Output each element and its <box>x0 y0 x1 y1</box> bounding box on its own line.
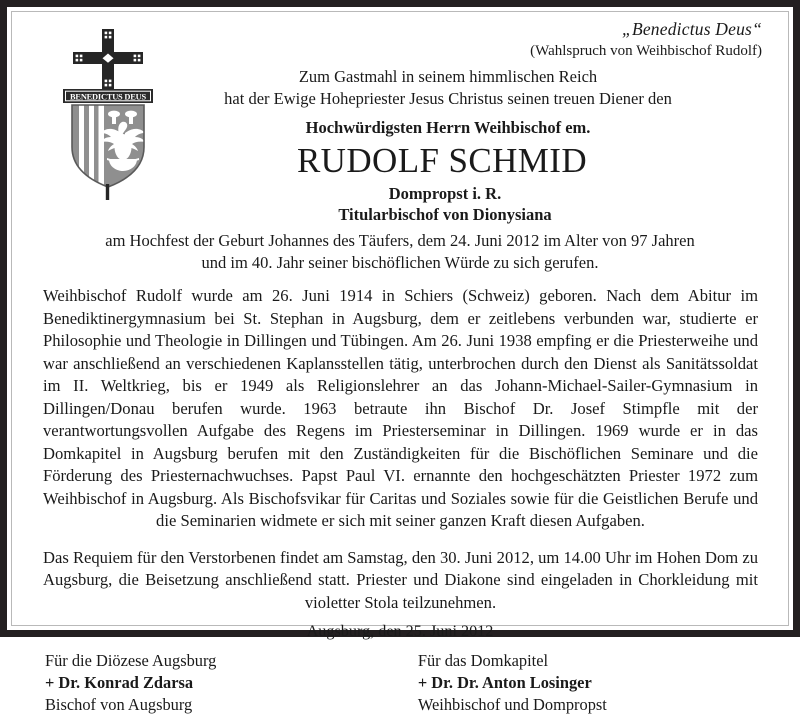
intro-line-2: hat der Ewige Hohepriester Jesus Christus seinen treuen Diener den <box>224 89 672 109</box>
deceased-name: RUDOLF SCHMID <box>296 141 588 181</box>
left-signatory-name: + Dr. Konrad Zdarsa <box>45 673 194 693</box>
notice-content <box>7 7 793 714</box>
biography-paragraph: Weihbischof Rudolf wurde am 26. Juni 1914 in Schiers (Schweiz) geboren. Nach dem Abitur im Benediktinergymnasium bei St. Stephan in Augsburg, dem er zeitlebens verbunden war, studierte er Philosophie und Theologie in Dillingen und Tübingen. Am 26. Juni 1938 empfing er die Priesterweihe und war anschließend an verschiedenen Kaplansstellen tätig, unterbrochen durch den Dienst als Sanitätssoldat im II. Weltkrieg, bis er 1949 als Religionslehrer an das Johann-Michael-Sailer-Gymnasium in Dillingen/Donau berufen wurde. 1963 betraute ihn Bischof Dr. Josef Stimpfle mit der verantwortungsvollen Aufgabe des Regens im Priesterseminar in Dillingen. 1969 wurde er in das Domkapitel in Augsburg berufen mit den Zuständigkeiten für die Bischöflichen Seminare und die Förderung des Priesternachwuchses. Papst Paul VI. ernannte den hochgeschätzten Priester 1972 zum Weihbischof in Augsburg. Als Bischofsvikar für Caritas und Soziales sowie für die Geistlichen Berufe und die Seminarien widmete er sich mit seiner ganzen Kraft diesen Aufgaben. <box>43 286 758 531</box>
coat-of-arms <box>49 29 167 201</box>
signature-block <box>28 650 772 715</box>
right-institution: Für das Domkapitel <box>417 651 549 671</box>
honorific-title: Hochwürdigsten Herrn Weihbischof em. <box>305 117 591 137</box>
left-signatory-title: Bischof von Augsburg <box>45 694 193 714</box>
rank-line-2: Titularbischof von Dionysiana <box>338 204 552 224</box>
right-signatory-title: Weihbischof und Dompropst <box>417 694 607 714</box>
motto-text: „Benedictus Deus“ <box>622 19 762 39</box>
signature-column-right <box>408 650 762 715</box>
left-institution: Für die Diözese Augsburg <box>45 651 217 671</box>
place-and-date: Augsburg, den 25. Juni 2012 <box>306 622 494 641</box>
motto-attribution: (Wahlspruch von Weihbischof Rudolf) <box>530 42 762 59</box>
intro-line-1: Zum Gastmahl in seinem himmlischen Reich <box>298 67 598 87</box>
death-line-2: und im 40. Jahr seiner bischöflichen Würde zu sich gerufen. <box>201 252 599 272</box>
signature-column-left <box>45 650 389 715</box>
svg-text:BENEDICTUS DEUS: BENEDICTUS DEUS <box>70 92 146 102</box>
requiem-paragraph: Das Requiem für den Verstorbenen findet am Samstag, den 30. Juni 2012, um 14.00 Uhr im Hohen Dom zu Augsburg, die Beisetzung anschließend statt. Priester und Diakone sind eingeladen in Chorkleidung mit violetter Stola teilzunehmen. <box>43 547 758 612</box>
death-line-1: am Hochfest der Geburt Johannes des Täufers, dem 24. Juni 2012 im Alter von 97 Jahren <box>105 230 695 250</box>
rank-line-1: Dompropst i. R. <box>388 183 502 203</box>
right-signatory-name: + Dr. Dr. Anton Losinger <box>417 673 592 693</box>
